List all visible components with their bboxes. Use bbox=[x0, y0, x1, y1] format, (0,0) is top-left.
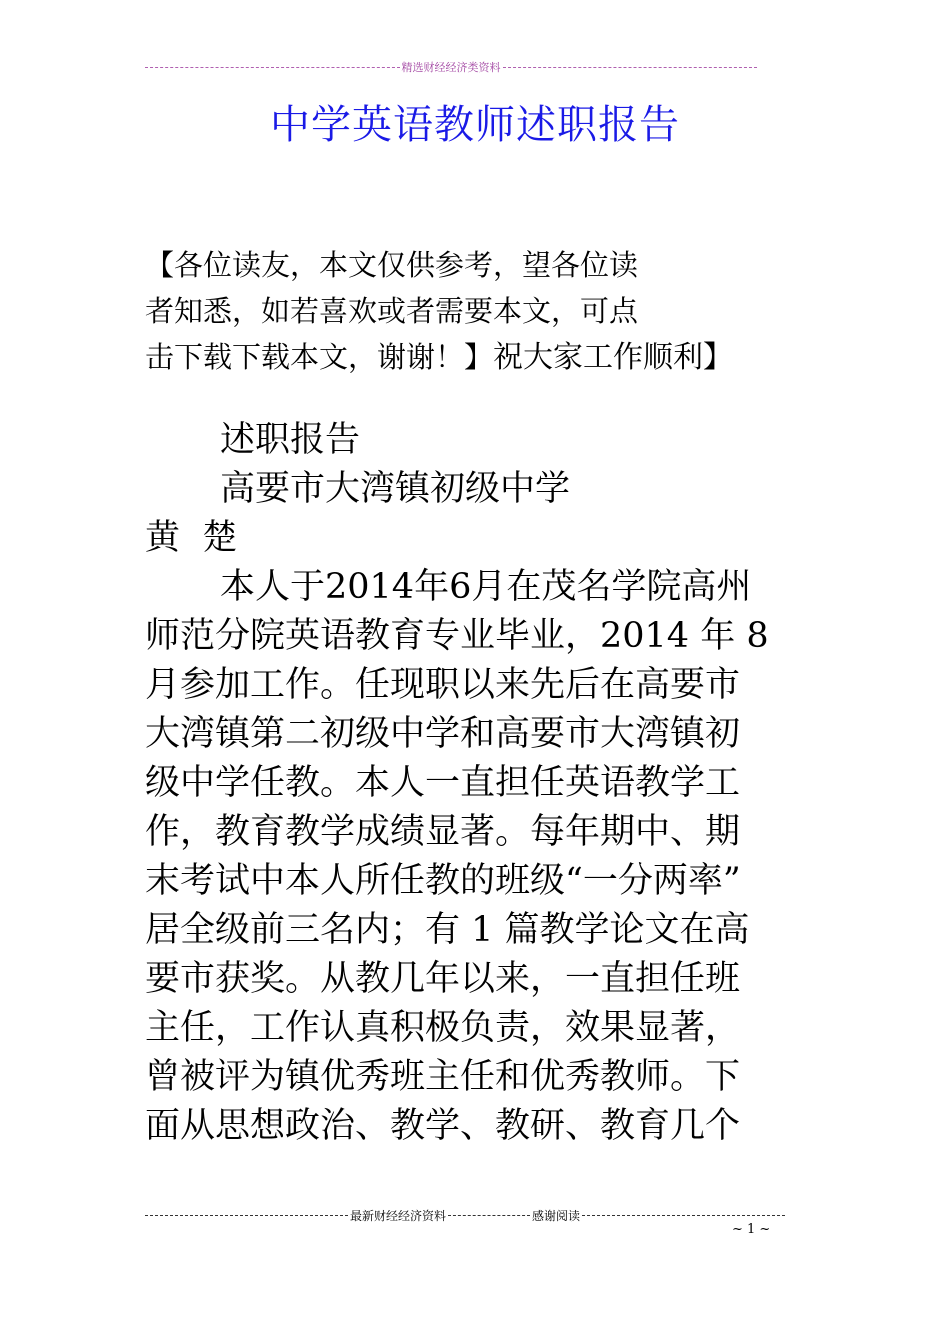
footer-dash-left bbox=[145, 1215, 348, 1216]
notice-line-text: 击下载下载本文，谢谢！】 bbox=[145, 340, 494, 374]
paragraph-line: 面从思想政治、教学、教研、教育几个 bbox=[145, 1106, 741, 1146]
footer-dash-middle bbox=[448, 1215, 530, 1216]
footer-rule bbox=[145, 1208, 785, 1222]
header-rule bbox=[145, 60, 757, 74]
paragraph-line: 末考试中本人所任教的班级“一分两率” bbox=[145, 861, 741, 901]
notice-blessing: 祝大家工作顺利】 bbox=[493, 340, 734, 375]
footer-dash-right bbox=[582, 1215, 785, 1216]
paragraph-line: 级中学任教。本人一直担任英语教学工 bbox=[145, 763, 741, 803]
page-number: ~ 1 ~ bbox=[732, 1222, 771, 1237]
notice-line: 者知悉，如若喜欢或者需要本文，可点 bbox=[145, 294, 639, 328]
footer-left-text: 最新财经经济资料 bbox=[349, 1208, 446, 1223]
paragraph-line: 作，教育教学成绩显著。每年期中、期 bbox=[145, 812, 741, 852]
header-dash-left bbox=[145, 67, 400, 68]
paragraph-line: 师范分院英语教育专业毕业，2014 年 8 bbox=[145, 616, 769, 656]
paragraph-line: 要市获奖。从教几年以来，一直担任班 bbox=[145, 959, 741, 999]
report-body bbox=[145, 416, 810, 1151]
reader-notice bbox=[145, 242, 785, 380]
paragraph-line: 月参加工作。任现职以来先后在高要市 bbox=[145, 665, 741, 705]
header-dash-right bbox=[503, 67, 758, 68]
header-text: 精选财经经济类资料 bbox=[401, 61, 501, 74]
paragraph-line: 大湾镇第二初级中学和高要市大湾镇初 bbox=[145, 714, 741, 754]
paragraph-line: 主任，工作认真积极负责，效果显著， bbox=[145, 1008, 741, 1048]
notice-line: 【各位读友，本文仅供参考，望各位读 bbox=[145, 248, 639, 282]
report-heading: 述职报告 bbox=[220, 420, 361, 460]
document-title: 中学英语教师述职报告 bbox=[270, 102, 680, 148]
author-name bbox=[145, 514, 810, 563]
author-name-text: 黄 楚 bbox=[145, 518, 238, 558]
notice-line bbox=[145, 334, 785, 380]
paragraph-line: 本人于2014年6月在茂名学院高州 bbox=[220, 567, 752, 607]
footer-right-text: 感谢阅读 bbox=[532, 1208, 581, 1223]
school-name: 高要市大湾镇初级中学 bbox=[220, 469, 571, 509]
paragraph-line: 曾被评为镇优秀班主任和优秀教师。下 bbox=[145, 1057, 741, 1097]
paragraph-line: 居全级前三名内；有 1 篇教学论文在高 bbox=[145, 910, 750, 950]
